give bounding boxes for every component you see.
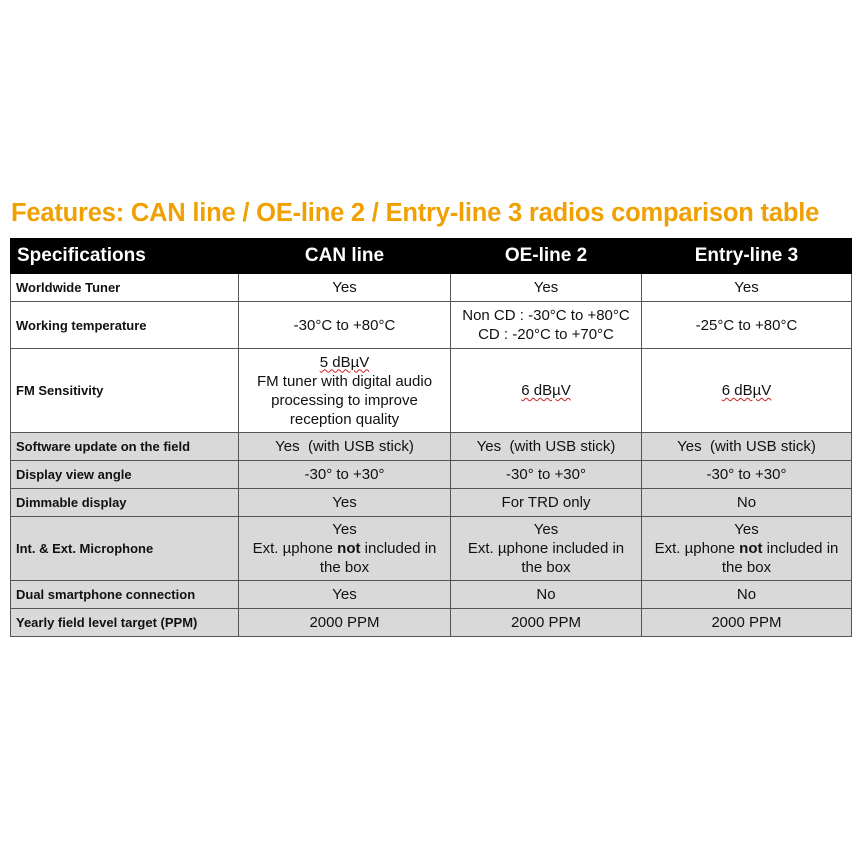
cell-text xyxy=(646,381,847,400)
table-row xyxy=(11,349,852,433)
row-label: Software update on the field xyxy=(11,433,239,461)
cell-text: -30°C to +80°C xyxy=(293,316,396,334)
cell-text: For TRD only xyxy=(501,494,591,511)
cell-entry xyxy=(642,581,852,609)
table-row xyxy=(11,433,852,461)
row-label: Int. & Ext. Microphone xyxy=(11,517,239,581)
cell-can xyxy=(239,349,451,433)
cell-text: Yes xyxy=(332,279,357,296)
mic-text-pre: Ext. µphone xyxy=(654,540,740,557)
cell-text: No xyxy=(736,494,757,511)
table-header-row xyxy=(11,239,852,274)
row-label: Display view angle xyxy=(11,461,239,489)
cell-text: Ext. µphone included in xyxy=(467,540,625,557)
cell-text: -25°C to +80°C xyxy=(695,316,798,334)
cell-text: FM tuner with digital audio xyxy=(256,372,433,390)
row-label: Yearly field level target (PPM) xyxy=(11,609,239,637)
cell-text xyxy=(243,353,446,372)
row-label: Dual smartphone connection xyxy=(11,581,239,609)
sensitivity-value: 5 dBµV xyxy=(319,353,370,371)
cell-text: 2000 PPM xyxy=(711,614,782,631)
cell-oe xyxy=(451,461,642,489)
cell-text: Yes (with USB stick) xyxy=(476,438,616,455)
mic-text-post: included in xyxy=(762,540,839,557)
header-specifications: Specifications xyxy=(11,239,239,274)
table-row xyxy=(11,517,852,581)
cell-can xyxy=(239,274,451,302)
cell-text: Yes xyxy=(734,521,759,538)
cell-can xyxy=(239,461,451,489)
cell-text xyxy=(243,539,446,558)
cell-text: Yes xyxy=(332,521,357,538)
header-entry-line-3: Entry-line 3 xyxy=(642,239,852,274)
cell-can xyxy=(239,517,451,581)
cell-entry xyxy=(642,274,852,302)
cell-text: Yes xyxy=(533,521,559,538)
mic-text-pre: Ext. µphone xyxy=(252,540,338,557)
cell-text: Yes xyxy=(332,586,357,603)
mic-text-post: included in xyxy=(360,540,437,557)
table-row xyxy=(11,461,852,489)
cell-text: No xyxy=(536,586,556,603)
cell-oe xyxy=(451,302,642,349)
cell-text xyxy=(646,539,847,558)
cell-oe xyxy=(451,581,642,609)
cell-oe xyxy=(451,609,642,637)
row-label: FM Sensitivity xyxy=(11,349,239,433)
cell-text: Non CD : -30°C to +80°C xyxy=(462,307,630,324)
cell-oe xyxy=(451,433,642,461)
table-row xyxy=(11,581,852,609)
cell-text: Yes xyxy=(332,494,357,511)
cell-text: 2000 PPM xyxy=(510,614,582,631)
mic-text-not: not xyxy=(739,540,763,557)
cell-text: CD : -20°C to +70°C xyxy=(478,326,614,343)
table-row xyxy=(11,274,852,302)
header-can-line: CAN line xyxy=(239,239,451,274)
cell-text: Yes xyxy=(533,279,559,296)
row-label: Working temperature xyxy=(11,302,239,349)
cell-oe xyxy=(451,349,642,433)
sensitivity-value: 6 dBµV xyxy=(721,382,772,399)
sensitivity-value: 6 dBµV xyxy=(521,382,571,399)
cell-text: Yes (with USB stick) xyxy=(275,438,414,455)
cell-text: Yes (with USB stick) xyxy=(677,438,816,455)
cell-text: processing to improve xyxy=(271,391,418,409)
cell-text: the box xyxy=(521,559,571,576)
cell-entry xyxy=(642,349,852,433)
page-title: Features: CAN line / OE-line 2 / Entry-line 3 radios comparison table xyxy=(11,199,820,227)
cell-text: the box xyxy=(721,559,772,576)
cell-oe xyxy=(451,517,642,581)
cell-entry xyxy=(642,302,852,349)
cell-entry xyxy=(642,433,852,461)
cell-oe xyxy=(451,274,642,302)
cell-text xyxy=(455,381,637,400)
cell-text: -30° to +30° xyxy=(506,466,586,483)
comparison-table xyxy=(10,238,852,637)
cell-text: Yes xyxy=(734,279,759,296)
table-row xyxy=(11,609,852,637)
row-label: Dimmable display xyxy=(11,489,239,517)
table-row xyxy=(11,489,852,517)
cell-text: 2000 PPM xyxy=(309,614,380,631)
header-oe-line-2: OE-line 2 xyxy=(451,239,642,274)
table-row xyxy=(11,302,852,349)
cell-entry xyxy=(642,517,852,581)
cell-can xyxy=(239,609,451,637)
cell-entry xyxy=(642,461,852,489)
cell-can xyxy=(239,489,451,517)
cell-text: reception quality xyxy=(289,410,400,428)
cell-entry xyxy=(642,609,852,637)
cell-text: No xyxy=(736,586,757,603)
cell-text: -30° to +30° xyxy=(706,466,787,483)
cell-can xyxy=(239,433,451,461)
cell-text: the box xyxy=(319,559,370,576)
cell-text: -30° to +30° xyxy=(304,466,385,483)
cell-oe xyxy=(451,489,642,517)
cell-can xyxy=(239,302,451,349)
cell-entry xyxy=(642,489,852,517)
mic-text-not: not xyxy=(337,540,361,557)
row-label: Worldwide Tuner xyxy=(11,274,239,302)
cell-can xyxy=(239,581,451,609)
